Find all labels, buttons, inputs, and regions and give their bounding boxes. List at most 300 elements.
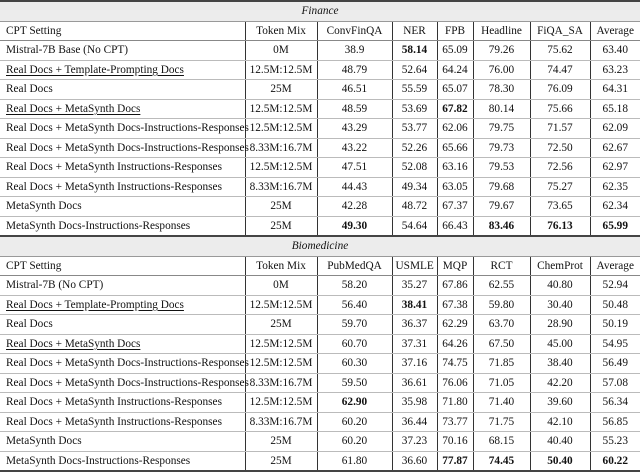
column-header: Headline: [473, 21, 530, 41]
cell-text: MetaSynth Docs: [6, 200, 82, 213]
table-row: [0, 99, 640, 119]
table-cell: [530, 80, 590, 100]
cell-text: Real Docs + MetaSynth Instructions-Responses: [6, 161, 222, 174]
cell-text: 44.43: [341, 180, 368, 193]
cell-text: 52.64: [401, 63, 428, 76]
cell-text: 64.26: [442, 337, 468, 350]
cell-text: 79.53: [488, 161, 515, 174]
cell-text: 77.87: [442, 454, 468, 467]
table-cell: [437, 334, 473, 354]
cell-text: 12.5M:12.5M: [249, 298, 313, 311]
table-cell: [392, 315, 437, 335]
table-cell: [590, 177, 640, 197]
cell-text: 79.75: [488, 122, 515, 135]
column-header: ChemProt: [530, 256, 590, 276]
column-header: Token Mix: [245, 21, 317, 41]
table-cell: [590, 354, 640, 374]
cell-text: 36.61: [401, 376, 428, 389]
cell-text: 63.40: [602, 44, 628, 57]
table-cell: [245, 354, 317, 374]
cell-text: 73.77: [442, 415, 468, 428]
table-row: [0, 60, 640, 80]
row-label: [0, 99, 245, 119]
cell-text: 62.09: [602, 122, 628, 135]
cell-text: 61.80: [341, 454, 368, 467]
cell-text: 12.5M:12.5M: [249, 357, 313, 370]
cell-text: 35.98: [401, 396, 428, 409]
table-cell: [245, 216, 317, 236]
table-cell: [473, 334, 530, 354]
row-label: [0, 197, 245, 217]
cell-text: Real Docs + Template-Prompting Docs: [6, 298, 184, 311]
table-cell: [317, 412, 392, 432]
cell-text: 67.82: [442, 102, 468, 115]
table-cell: [590, 138, 640, 158]
table-row: [0, 158, 640, 178]
table-cell: [590, 334, 640, 354]
column-header: FiQA_SA: [530, 21, 590, 41]
cell-text: 8.33M:16.7M: [249, 376, 313, 389]
cell-text: 66.43: [442, 219, 468, 232]
cell-text: 75.62: [547, 44, 573, 57]
cell-text: Real Docs + MetaSynth Docs-Instructions-Responses: [6, 141, 249, 154]
row-label: [0, 451, 245, 471]
cell-text: 80.14: [488, 102, 515, 115]
table-cell: [392, 60, 437, 80]
cell-text: 64.24: [442, 63, 468, 76]
row-label: [0, 138, 249, 158]
cell-text: 12.5M:12.5M: [249, 102, 313, 115]
cell-text: 52.26: [401, 141, 428, 154]
table-cell: [392, 295, 437, 315]
section-title-row: [0, 236, 640, 256]
column-header: Average: [590, 21, 640, 41]
cell-text: 75.27: [547, 180, 573, 193]
table-cell: [473, 197, 530, 217]
cell-text: 12.5M:12.5M: [249, 161, 313, 174]
cell-text: 68.15: [488, 435, 515, 448]
table-cell: [317, 393, 392, 413]
table-cell: [473, 80, 530, 100]
table-row: [0, 276, 640, 296]
cell-text: Real Docs + MetaSynth Docs: [6, 337, 141, 350]
cell-text: 48.72: [401, 200, 428, 213]
cell-text: 79.73: [488, 141, 515, 154]
cell-text: Real Docs + MetaSynth Docs-Instructions-Responses: [6, 376, 249, 389]
table-cell: [317, 158, 392, 178]
cell-text: 50.19: [602, 318, 628, 331]
cell-text: 38.41: [401, 298, 428, 311]
cell-text: 57.08: [602, 376, 628, 389]
table-cell: [530, 451, 590, 471]
table-row: [0, 393, 640, 413]
cell-text: 56.40: [341, 298, 368, 311]
table-cell: [530, 138, 590, 158]
column-header: Token Mix: [245, 256, 317, 276]
table-cell: [473, 412, 530, 432]
table-cell: [245, 60, 317, 80]
cell-text: 60.70: [341, 337, 368, 350]
table-cell: [245, 138, 317, 158]
cell-text: 62.90: [341, 396, 368, 409]
cell-text: 0M: [273, 44, 289, 57]
table-cell: [473, 315, 530, 335]
cell-text: Real Docs: [6, 318, 53, 331]
cell-text: 75.66: [547, 102, 573, 115]
cell-text: 67.86: [442, 279, 468, 292]
table-row: [0, 334, 640, 354]
cell-text: 76.06: [442, 376, 468, 389]
cell-text: 25M: [270, 454, 292, 467]
cell-text: 56.34: [602, 396, 628, 409]
table-cell: [530, 216, 590, 236]
cell-text: 79.67: [488, 200, 515, 213]
table-cell: [392, 177, 437, 197]
table-cell: [530, 276, 590, 296]
row-label: [0, 412, 245, 432]
table-cell: [317, 432, 392, 452]
table-cell: [392, 138, 437, 158]
table-cell: [530, 334, 590, 354]
table-cell: [317, 177, 392, 197]
row-label: [0, 80, 245, 100]
table-cell: [317, 334, 392, 354]
cell-text: 56.49: [602, 357, 628, 370]
table-cell: [437, 138, 473, 158]
table-cell: [245, 432, 317, 452]
cell-text: Real Docs + MetaSynth Instructions-Responses: [6, 396, 222, 409]
table-cell: [473, 216, 530, 236]
cell-text: 42.28: [341, 200, 368, 213]
cell-text: 28.90: [547, 318, 573, 331]
cell-text: 71.85: [488, 357, 515, 370]
table-row: [0, 177, 640, 197]
cell-text: 25M: [270, 200, 292, 213]
table-cell: [392, 276, 437, 296]
table-row: [0, 197, 640, 217]
table-cell: [530, 119, 590, 139]
table-cell: [590, 99, 640, 119]
column-header: USMLE: [392, 256, 437, 276]
column-header: FPB: [437, 21, 473, 41]
cell-text: 71.80: [442, 396, 468, 409]
table-cell: [473, 60, 530, 80]
cell-text: 12.5M:12.5M: [249, 63, 313, 76]
cell-text: 62.97: [602, 161, 628, 174]
table-cell: [590, 276, 640, 296]
table-cell: [392, 334, 437, 354]
table-cell: [590, 80, 640, 100]
table-cell: [473, 432, 530, 452]
table-cell: [317, 451, 392, 471]
row-label: [0, 334, 245, 354]
table-cell: [437, 41, 473, 61]
cell-text: 62.67: [602, 141, 628, 154]
table-cell: [392, 216, 437, 236]
table-cell: [473, 393, 530, 413]
cell-text: Real Docs + MetaSynth Instructions-Responses: [6, 415, 222, 428]
cell-text: 40.80: [547, 279, 573, 292]
table-cell: [473, 99, 530, 119]
row-label: [0, 158, 245, 178]
table-cell: [530, 295, 590, 315]
table-cell: [245, 80, 317, 100]
cell-text: 59.80: [488, 298, 515, 311]
table-cell: [317, 41, 392, 61]
cell-text: MetaSynth Docs: [6, 435, 82, 448]
header-row: [0, 256, 640, 276]
table-cell: [392, 80, 437, 100]
table-cell: [317, 119, 392, 139]
cell-text: 72.56: [547, 161, 573, 174]
cell-text: 46.51: [341, 83, 368, 96]
table-cell: [590, 41, 640, 61]
cell-text: 38.9: [344, 44, 365, 57]
cell-text: 52.08: [401, 161, 428, 174]
cell-text: 37.16: [401, 357, 428, 370]
table-cell: [317, 276, 392, 296]
table-row: [0, 354, 640, 374]
table-cell: [245, 373, 317, 393]
table-cell: [317, 315, 392, 335]
table-cell: [530, 315, 590, 335]
table-cell: [245, 334, 317, 354]
cell-text: Real Docs + Template-Prompting Docs: [6, 63, 184, 76]
cell-text: 49.30: [341, 219, 368, 232]
table-cell: [245, 451, 317, 471]
cell-text: 49.34: [401, 180, 428, 193]
table-cell: [317, 80, 392, 100]
column-header: NER: [392, 21, 437, 41]
table-cell: [245, 158, 317, 178]
cell-text: 53.77: [401, 122, 428, 135]
cell-text: 25M: [270, 318, 292, 331]
cell-text: 65.18: [602, 102, 628, 115]
cell-text: 35.27: [401, 279, 428, 292]
cell-text: 0M: [273, 279, 289, 292]
cell-text: 63.23: [602, 63, 628, 76]
cell-text: Mistral-7B Base (No CPT): [6, 44, 129, 57]
header-row: [0, 21, 640, 41]
cell-text: 72.50: [547, 141, 573, 154]
cell-text: 36.37: [401, 318, 428, 331]
cell-text: 55.23: [602, 435, 628, 448]
cell-text: 30.40: [547, 298, 573, 311]
table-row: [0, 373, 640, 393]
cell-text: 8.33M:16.7M: [249, 415, 313, 428]
cell-text: 62.34: [602, 200, 628, 213]
cell-text: Real Docs: [6, 83, 53, 96]
table-cell: [473, 41, 530, 61]
cell-text: 60.30: [341, 357, 368, 370]
table-cell: [590, 295, 640, 315]
table-cell: [317, 197, 392, 217]
cell-text: 79.26: [488, 44, 515, 57]
table-row: [0, 138, 640, 158]
cell-text: 62.06: [442, 122, 468, 135]
row-label: [0, 216, 245, 236]
table-cell: [530, 41, 590, 61]
column-header: RCT: [473, 256, 530, 276]
table-cell: [437, 354, 473, 374]
row-label: [0, 276, 245, 296]
table-row: [0, 119, 640, 139]
cell-text: 62.29: [442, 318, 468, 331]
cell-text: 63.70: [488, 318, 515, 331]
table-cell: [437, 177, 473, 197]
table-row: [0, 80, 640, 100]
column-header: ConvFinQA: [317, 21, 392, 41]
cell-text: 36.60: [401, 454, 428, 467]
cell-text: 37.31: [401, 337, 428, 350]
cell-text: 8.33M:16.7M: [249, 141, 313, 154]
cell-text: 39.60: [547, 396, 573, 409]
cell-text: 62.55: [488, 279, 515, 292]
table-cell: [530, 373, 590, 393]
table-cell: [590, 393, 640, 413]
cell-text: 65.09: [442, 44, 468, 57]
table-cell: [473, 177, 530, 197]
cell-text: 55.59: [401, 83, 428, 96]
cell-text: 25M: [270, 83, 292, 96]
cell-text: 43.29: [341, 122, 368, 135]
cell-text: 83.46: [488, 219, 515, 232]
cell-text: 45.00: [547, 337, 573, 350]
cell-text: 65.66: [442, 141, 468, 154]
table-cell: [437, 158, 473, 178]
cell-text: 67.50: [488, 337, 515, 350]
cell-text: 71.40: [488, 396, 515, 409]
cell-text: 70.16: [442, 435, 468, 448]
cell-text: 64.31: [602, 83, 628, 96]
column-header: PubMedQA: [317, 256, 392, 276]
cell-text: 36.44: [401, 415, 428, 428]
table-cell: [590, 432, 640, 452]
table-cell: [437, 432, 473, 452]
row-label: [0, 119, 249, 139]
cell-text: 25M: [270, 435, 292, 448]
cell-text: 76.00: [488, 63, 515, 76]
table-cell: [245, 276, 317, 296]
table-cell: [317, 216, 392, 236]
row-label: [0, 177, 245, 197]
cell-text: 12.5M:12.5M: [249, 337, 313, 350]
cell-text: 65.99: [602, 219, 628, 232]
table-cell: [530, 197, 590, 217]
cell-text: 62.35: [602, 180, 628, 193]
cell-text: 76.09: [547, 83, 573, 96]
table-cell: [473, 138, 530, 158]
cell-text: Mistral-7B (No CPT): [6, 279, 104, 292]
cell-text: 25M: [270, 219, 292, 232]
column-header: MQP: [437, 256, 473, 276]
table-cell: [392, 451, 437, 471]
cell-text: 73.65: [547, 200, 573, 213]
cell-text: 40.40: [547, 435, 573, 448]
cell-text: 60.20: [341, 415, 368, 428]
table-cell: [392, 119, 437, 139]
table-row: [0, 451, 640, 471]
cell-text: Real Docs + MetaSynth Instructions-Responses: [6, 180, 222, 193]
table-cell: [530, 177, 590, 197]
table-cell: [530, 99, 590, 119]
table-cell: [590, 373, 640, 393]
table-cell: [473, 451, 530, 471]
table-cell: [392, 373, 437, 393]
cell-text: 54.95: [602, 337, 628, 350]
table-cell: [590, 60, 640, 80]
cell-text: 71.05: [488, 376, 515, 389]
table-cell: [392, 432, 437, 452]
section-title: Finance: [0, 1, 640, 21]
table-cell: [473, 158, 530, 178]
row-label: [0, 373, 249, 393]
cell-text: 50.48: [602, 298, 628, 311]
column-header: CPT Setting: [0, 256, 245, 276]
cell-text: 12.5M:12.5M: [249, 396, 313, 409]
table-cell: [437, 295, 473, 315]
table-cell: [245, 393, 317, 413]
table-cell: [245, 412, 317, 432]
table-cell: [317, 373, 392, 393]
table-cell: [437, 315, 473, 335]
cell-text: 53.69: [401, 102, 428, 115]
cell-text: 50.40: [547, 454, 573, 467]
table-cell: [473, 295, 530, 315]
table-cell: [245, 177, 317, 197]
table-cell: [473, 119, 530, 139]
cell-text: 54.64: [401, 219, 428, 232]
cell-text: 71.75: [488, 415, 515, 428]
section-title: Biomedicine: [0, 236, 640, 256]
table-cell: [392, 412, 437, 432]
table-cell: [245, 119, 317, 139]
cell-text: 78.30: [488, 83, 515, 96]
cell-text: 37.23: [401, 435, 428, 448]
table-row: [0, 315, 640, 335]
table-cell: [392, 354, 437, 374]
table-cell: [317, 60, 392, 80]
cell-text: 8.33M:16.7M: [249, 180, 313, 193]
row-label: [0, 354, 249, 374]
table-cell: [530, 60, 590, 80]
cell-text: 63.05: [442, 180, 468, 193]
column-header: Average: [590, 256, 640, 276]
table-cell: [530, 354, 590, 374]
table-cell: [530, 393, 590, 413]
table-row: [0, 412, 640, 432]
cell-text: 58.20: [341, 279, 368, 292]
cell-text: 47.51: [341, 161, 368, 174]
table-row: [0, 41, 640, 61]
cell-text: 56.85: [602, 415, 628, 428]
cell-text: 60.22: [602, 454, 628, 467]
table-cell: [530, 432, 590, 452]
table-row: [0, 216, 640, 236]
cell-text: 74.75: [442, 357, 468, 370]
table-cell: [437, 60, 473, 80]
cell-text: 12.5M:12.5M: [249, 122, 313, 135]
table-cell: [590, 197, 640, 217]
cell-text: 48.59: [341, 102, 368, 115]
cell-text: 38.40: [547, 357, 573, 370]
row-label: [0, 432, 245, 452]
row-label: [0, 60, 245, 80]
cell-text: 74.45: [488, 454, 515, 467]
cell-text: 63.16: [442, 161, 468, 174]
cell-text: 59.50: [341, 376, 368, 389]
cell-text: 74.47: [547, 63, 573, 76]
